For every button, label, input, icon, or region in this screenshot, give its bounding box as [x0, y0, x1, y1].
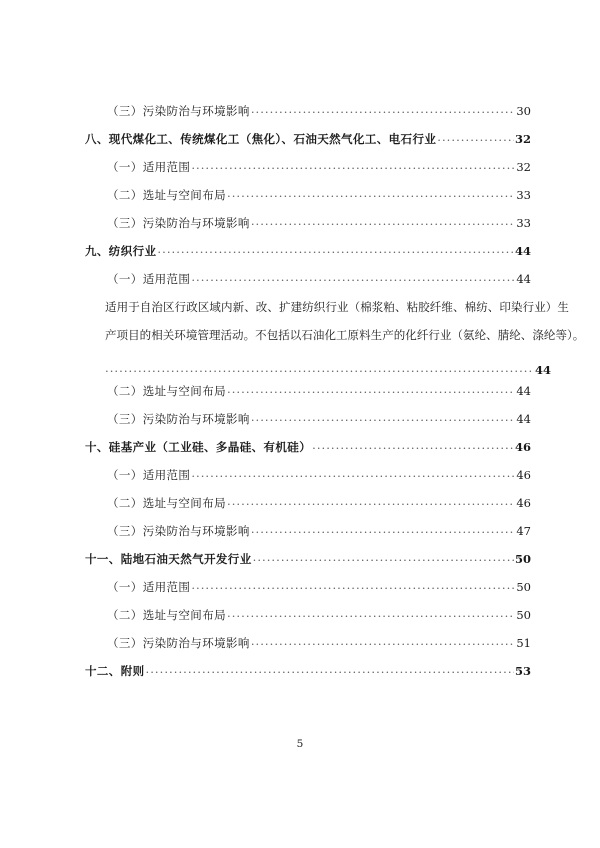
toc-entry-page: 44	[516, 384, 531, 398]
toc-entry-title: 九、纺织行业	[85, 244, 157, 258]
toc-entry[interactable]	[85, 517, 531, 545]
toc-entry[interactable]	[85, 489, 531, 517]
toc-entry-title: （二）选址与空间布局	[107, 608, 226, 622]
toc-dot-leader	[437, 138, 514, 149]
toc-dot-leader	[312, 446, 514, 457]
paragraph-line: 适用于自治区行政区域内新、改、扩建纺织行业（棉浆粕、粘胶纤维、棉纺、印染行业）生	[105, 300, 569, 314]
toc-dot-leader	[191, 278, 515, 289]
toc-entry-page: 30	[516, 104, 531, 118]
toc-entry-page: 53	[514, 664, 531, 678]
toc-entry-page: 44	[534, 363, 551, 377]
toc-entry-title: （一）适用范围	[107, 160, 191, 174]
toc-entry-page: 50	[514, 552, 531, 566]
toc-entry-page: 46	[516, 496, 531, 510]
toc-entry[interactable]	[85, 181, 531, 209]
toc-entry[interactable]	[85, 377, 531, 405]
toc-entry[interactable]	[85, 237, 531, 265]
toc-entry-title: 十二、附则	[85, 664, 145, 678]
toc-entry-page: 51	[516, 636, 531, 650]
toc-entry-page: 33	[516, 216, 531, 230]
toc-entry[interactable]	[85, 461, 531, 489]
toc-dot-leader	[227, 390, 515, 401]
toc-entry-page: 46	[514, 440, 531, 454]
toc-entry[interactable]	[85, 433, 531, 461]
toc-entry-page: 44	[516, 272, 531, 286]
toc-dot-leader	[253, 558, 514, 569]
toc-entry-page: 47	[516, 524, 531, 538]
toc-entry-title: 十一、陆地石油天然气开发行业	[85, 552, 252, 566]
toc-entry-page: 32	[516, 160, 531, 174]
paragraph-line: 产项目的相关环境管理活动。不包括以石油化工原料生产的化纤行业（氨纶、腈纶、涤纶等）。	[105, 328, 585, 342]
toc-entry[interactable]	[85, 125, 531, 153]
toc-entry-page: 44	[516, 412, 531, 426]
toc-dot-leader	[227, 502, 515, 513]
toc-dot-leader	[251, 642, 515, 653]
toc-dot-leader	[157, 250, 514, 261]
toc-entry-page: 33	[516, 188, 531, 202]
table-of-contents	[85, 97, 585, 685]
toc-dot-leader	[251, 418, 515, 429]
toc-dot-leader	[251, 530, 515, 541]
toc-entry-page: 50	[516, 608, 531, 622]
toc-dot-leader	[191, 166, 515, 177]
toc-entry[interactable]	[85, 153, 531, 181]
toc-entry-page: 50	[516, 580, 531, 594]
toc-entry[interactable]	[85, 405, 531, 433]
toc-entry-title: （三）污染防治与环境影响	[107, 216, 250, 230]
toc-entry[interactable]	[85, 573, 531, 601]
toc-dot-leader	[191, 586, 515, 597]
toc-dot-leader	[251, 110, 515, 121]
toc-entry[interactable]	[85, 601, 531, 629]
toc-entry-title: （三）污染防治与环境影响	[107, 524, 250, 538]
toc-entry-page: 32	[514, 132, 531, 146]
page-number: 5	[296, 738, 304, 750]
toc-entry-title: （三）污染防治与环境影响	[107, 104, 250, 118]
toc-entry-page: 46	[516, 468, 531, 482]
toc-paragraph-leader-row[interactable]	[105, 349, 551, 377]
toc-entry-title: （二）选址与空间布局	[107, 384, 226, 398]
toc-entry-title: （二）选址与空间布局	[107, 496, 226, 510]
toc-entry[interactable]	[85, 545, 531, 573]
toc-dot-leader	[105, 362, 534, 373]
toc-description-paragraph	[85, 293, 585, 349]
toc-entry-title: （一）适用范围	[107, 272, 191, 286]
toc-entry[interactable]	[85, 209, 531, 237]
toc-dot-leader	[227, 614, 515, 625]
toc-entry-title: （一）适用范围	[107, 468, 191, 482]
toc-dot-leader	[146, 670, 514, 681]
toc-entry-title: （一）适用范围	[107, 580, 191, 594]
toc-entry-title: （三）污染防治与环境影响	[107, 412, 250, 426]
toc-dot-leader	[227, 194, 515, 205]
toc-entry-page: 44	[514, 244, 531, 258]
toc-entry-title: （三）污染防治与环境影响	[107, 636, 250, 650]
toc-entry[interactable]	[85, 629, 531, 657]
toc-entry[interactable]	[85, 657, 531, 685]
toc-entry-title: 十、硅基产业（工业硅、多晶硅、有机硅）	[85, 440, 312, 454]
toc-entry-title: （二）选址与空间布局	[107, 188, 226, 202]
toc-entry[interactable]	[85, 97, 531, 125]
toc-entry-title: 八、现代煤化工、传统煤化工（焦化）、石油天然气化工、电石行业	[85, 132, 437, 146]
toc-dot-leader	[251, 222, 515, 233]
toc-dot-leader	[191, 474, 515, 485]
toc-entry[interactable]	[85, 265, 531, 293]
